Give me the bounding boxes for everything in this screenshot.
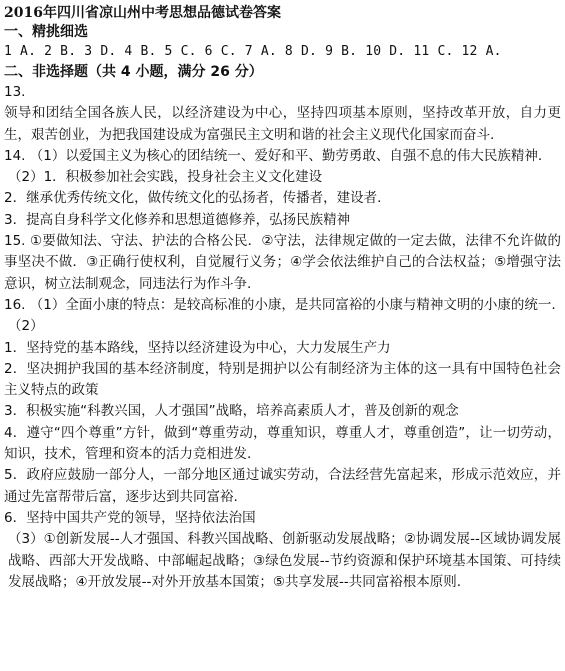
section-heading-nonchoice: 二、非选择题（共 4 小题，满分 26 分）	[4, 64, 263, 80]
q16-part2-item4: 4．遵守“四个尊重”方针，做到“尊重劳动，尊重知识，尊重人才，尊重创造”，让一切劳动，知识，技术，管理和资本的活力竞相进发.	[4, 424, 561, 463]
section-heading-choice: 一、精挑细选	[4, 24, 88, 40]
document-title: 2016年四川省凉山州中考思想品德试卷答案	[4, 5, 281, 21]
q16-part3: （3）①创新发展--人才强国、科教兴国战略、创新驱动发展战略；②协调发展--区域协调发展战略、西部大开发战略、中部崛起战略；③绿色发展--节约资源和保护环境基本国策、可持续发展战略；④开放发展--对外开放基本国策；⑤共享发展--共同富裕根本原则.	[8, 531, 561, 590]
q16-part2-item1: 1．坚持党的基本路线，坚持以经济建设为中心，大力发展生产力	[4, 339, 391, 356]
q16-part2-item5: 5．政府应鼓励一部分人，一部分地区通过诚实劳动，合法经营先富起来，形成示范效应，并通过先富帮带后富，逐步达到共同富裕.	[4, 467, 561, 505]
q13-answer: 领导和团结全国各族人民，以经济建设为中心，坚持四项基本原则，坚持改革开放，自力更生，艰苦创业，为把我国建设成为富强民主文明和谐的社会主义现代化国家而奋斗.	[4, 105, 561, 143]
q14-part2-item3: 3．提高自身科学文化修养和思想道德修养，弘扬民族精神	[4, 211, 351, 228]
q16-part2-item2: 2．坚决拥护我国的基本经济制度，特别是拥护以公有制经济为主体的这一具有中国特色社会主义特点的政策	[4, 360, 561, 399]
q16-part2-item6: 6．坚持中国共产党的领导，坚持依法治国	[4, 509, 256, 526]
choice-answers: 1 A. 2 B. 3 D. 4 B. 5 C. 6 C. 7 A. 8 D. 9 B. 10 D. 11 C. 12 A.	[4, 44, 502, 59]
q13-number: 13.	[4, 84, 26, 100]
q16-part1: 16. （1）全面小康的特点：是较高标准的小康，是共同富裕的小康与精神文明的小康的统一.	[4, 296, 556, 313]
q14-part2-item2: 2．继承优秀传统文化，做传统文化的弘扬者，传播者，建设者.	[4, 190, 382, 207]
q16-part2-label: （2）	[8, 318, 44, 335]
q14-part1: 14. （1）以爱国主义为核心的团结统一、爱好和平、勤劳勇敢、自强不息的伟大民族精神.	[4, 147, 543, 164]
answer-sheet	[4, 4, 561, 593]
q16-part2-item3: 3．积极实施“科教兴国，人才强国”战略，培养高素质人才，普及创新的观念	[4, 403, 459, 420]
q14-part2-item1: （2）1．积极参加社会实践，投身社会主义文化建设	[8, 169, 323, 186]
q15-answer: 15. ①要做知法、守法、护法的合格公民．②守法，法律规定做的一定去做，法律不允许做的事坚决不做．③正确行使权利，自觉履行义务；④学会依法维护自己的合法权益；⑤增强守法意识，树立法制观念，同违法行为作斗争.	[4, 233, 561, 292]
